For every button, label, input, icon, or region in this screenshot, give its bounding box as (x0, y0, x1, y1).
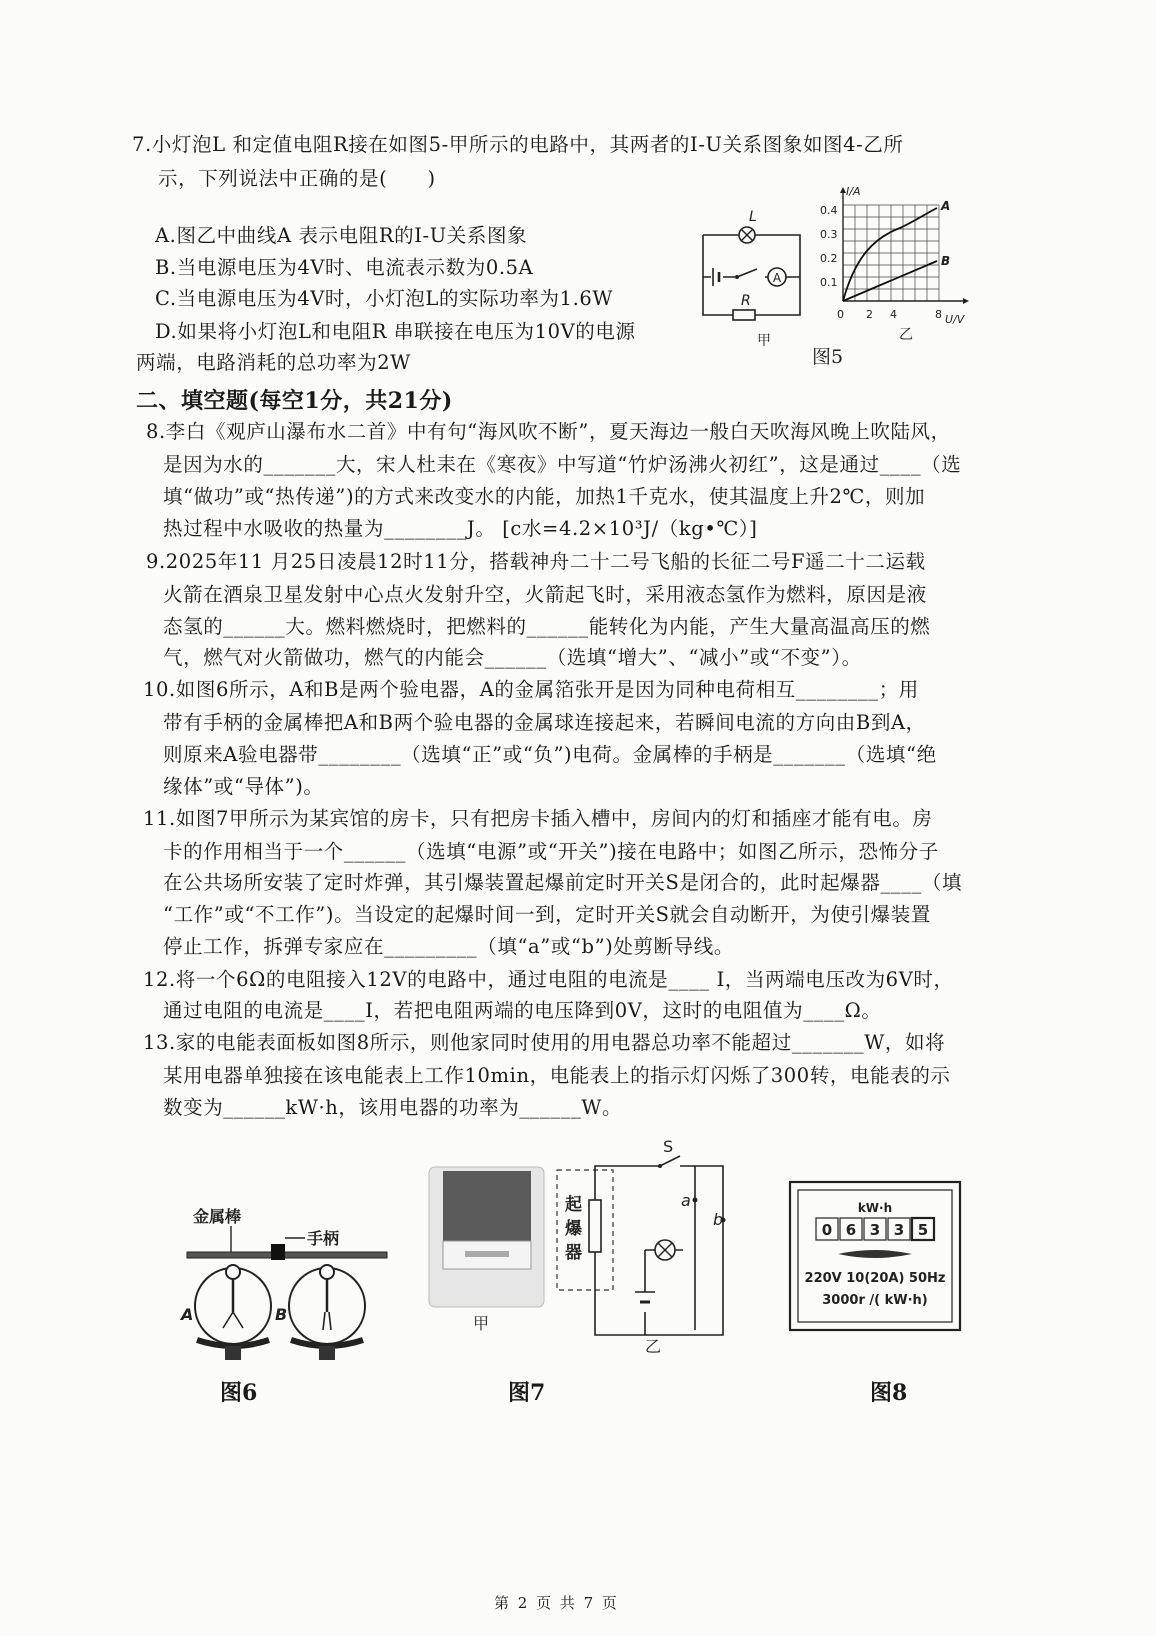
q7-stem-line2: 示，下列说法中正确的是( ) (158, 167, 436, 190)
q10-line3: 则原来A验电器带________（选填“正”或“负”)电荷。金属棒的手柄是_______（选填“绝 (163, 743, 937, 766)
q11-line3: 在公共场所安装了定时炸弹，其引爆装置起爆前定时开关S是闭合的，此时起爆器____（填 (163, 871, 963, 894)
q7-option-d-line2: 两端，电路消耗的总功率为2W (136, 351, 411, 374)
q7-option-b: B.当电源电压为4V时、电流表示数为0.5A (155, 256, 534, 279)
meter-unit: kW·h (857, 1201, 893, 1215)
q10-line1: 10.如图6所示，A和B是两个验电器，A的金属箔张开是因为同种电荷相互________；用 (143, 678, 919, 701)
q7-option-a: A.图乙中曲线A 表示电阻R的I-U关系图象 (155, 224, 528, 247)
electroscope-b-label: B (275, 1305, 288, 1324)
curve-b-label: B (941, 254, 951, 268)
figure7-caption: 图7 (508, 1380, 546, 1406)
q11-line1: 11.如图7甲所示为某宾馆的房卡，只有把房卡插入槽中，房间内的灯和插座才能有电。房 (143, 807, 933, 830)
point-b-label: b (713, 1210, 724, 1229)
meter-spec-line2: 3000r /( kW·h) (822, 1293, 928, 1308)
figure8-meter (788, 1180, 963, 1335)
y-tick: 0.2 (820, 252, 838, 265)
q10-line2: 带有手柄的金属棒把A和B两个验电器的金属球连接起来，若瞬间电流的方向由B到A， (163, 711, 926, 734)
y-axis-label: I/A (846, 185, 861, 198)
meter-spec-line1: 220V 10(20A) 50Hz (804, 1271, 946, 1286)
q7-stem-line1: 7.小灯泡L 和定值电阻R接在如图5-甲所示的电路中，其两者的I-U关系图象如图4-乙所 (132, 133, 904, 156)
figure6-caption: 图6 (220, 1380, 258, 1406)
resistor-icon (733, 310, 755, 320)
q7-option-c: C.当电源电压为4V时，小灯泡L的实际功率为1.6W (155, 287, 614, 310)
q13-line2: 某用电器单独接在该电能表上工作10min，电能表上的指示灯闪烁了300转，电能表的示 (163, 1064, 951, 1087)
handle (271, 1244, 285, 1260)
room-card (443, 1171, 531, 1241)
rod-label: 金属棒 (193, 1207, 242, 1226)
detonator-label: 爆 (565, 1219, 582, 1239)
y-tick: 0.1 (820, 276, 838, 289)
figure7-circuit-label: 乙 (645, 1337, 662, 1355)
q9-line2: 火箭在酒泉卫星发射中心点火发射升空，火箭起飞时，采用液态氢作为燃料，原因是液 (163, 583, 927, 606)
detonator-label: 器 (565, 1243, 582, 1263)
q11-line4: “工作”或“不工作”)。当设定的起爆时间一到，定时开关S就会自动断开，为使引爆装置 (163, 903, 931, 926)
ammeter-label: A (772, 271, 782, 285)
q9-line4: 气，燃气对火箭做功，燃气的内能会______（选填“增大”、“减小”或“不变”）。 (163, 646, 862, 669)
figure5-graph (815, 183, 975, 343)
x-axis-label: U/V (945, 313, 965, 326)
figure7-circuit (555, 1140, 745, 1355)
figure5-graph-label: 乙 (899, 327, 913, 343)
point-a-label: a (681, 1191, 691, 1210)
figure7-card (425, 1163, 550, 1338)
figure5-circuit-label: 甲 (757, 333, 771, 349)
figure8-caption: 图8 (870, 1380, 908, 1406)
electroscope-a-label: A (181, 1305, 194, 1324)
q11-line5: 停止工作，拆弹专家应在_________（填“a”或“b”)处剪断导线。 (163, 935, 734, 958)
meter-digit: 6 (845, 1221, 857, 1239)
x-tick: 4 (890, 308, 897, 321)
page-footer: 第 2 页 共 7 页 (494, 1594, 619, 1612)
q12-line1: 12.将一个6Ω的电阻接入12V的电路中，通过电阻的电流是____ I，当两端电压改为6V时， (143, 968, 954, 991)
curve-a (843, 208, 937, 301)
meter-digit: 3 (893, 1221, 905, 1239)
meter-digit: 0 (821, 1221, 833, 1239)
detonator-label: 起 (565, 1195, 582, 1215)
handle-label: 手柄 (307, 1229, 340, 1248)
q8-line4: 热过程中水吸收的热量为________J。 [c水=4.2×10³J/（kg•℃）] (163, 517, 758, 540)
q11-line2: 卡的作用相当于一个______（选填“电源”或“开关”)接在电路中；如图乙所示，恐怖分子 (163, 840, 939, 863)
switch-label: S (663, 1140, 674, 1156)
q13-line3: 数变为______kW·h，该用电器的功率为______W。 (163, 1096, 623, 1119)
q13-line1: 13.家的电能表面板如图8所示，则他家同时使用的用电器总功率不能超过_______W，如将 (143, 1031, 946, 1054)
figure5-circuit (695, 205, 815, 350)
lamp-label: L (749, 209, 757, 225)
resistor-label: R (741, 293, 751, 309)
q7-option-d-line1: D.如果将小灯泡L和电阻R 串联接在电压为10V的电源 (155, 320, 636, 343)
q9-line3: 态氢的______大。燃料燃烧时，把燃料的______能转化为内能，产生大量高温高压的燃 (163, 615, 931, 638)
x-tick: 8 (935, 308, 942, 321)
q10-line4: 缘体”或“导体”)。 (163, 775, 324, 798)
x-tick: 0 (837, 308, 844, 321)
timer-switch (660, 1156, 680, 1166)
metal-rod (187, 1252, 387, 1258)
meter-digit: 5 (917, 1221, 929, 1239)
q8-line2: 是因为水的_______大，宋人杜耒在《寒夜》中写道“竹炉汤沸火初红”，这是通过____（选 (163, 453, 962, 476)
x-tick: 2 (866, 308, 873, 321)
q9-line1: 9.2025年11 月25日凌晨12时11分，搭载神舟二十二号飞船的长征二号F遥二十二运载 (146, 550, 926, 573)
curve-a-label: A (941, 199, 951, 213)
q8-line3: 填“做功”或“热传递”)的方式来改变水的内能，加热1千克水，使其温度上升2℃，则加 (163, 485, 926, 508)
figure7-card-label: 甲 (473, 1314, 490, 1333)
q8-line1: 8.李白《观庐山瀑布水二首》中有句“海风吹不断”，夏天海边一般白天吹海风晚上吹陆风， (146, 420, 951, 443)
figure5-caption: 图5 (812, 346, 844, 368)
figure6 (175, 1200, 395, 1380)
meter-digit: 3 (869, 1221, 881, 1239)
q12-line2: 通过电阻的电流是____I，若把电阻两端的电压降到0V，这时的电阻值为____Ω。 (163, 999, 882, 1022)
section2-heading: 二、填空题(每空1分，共21分) (136, 388, 453, 414)
y-tick: 0.4 (820, 204, 838, 217)
detonator-resistor (589, 1200, 601, 1252)
y-tick: 0.3 (820, 228, 838, 241)
